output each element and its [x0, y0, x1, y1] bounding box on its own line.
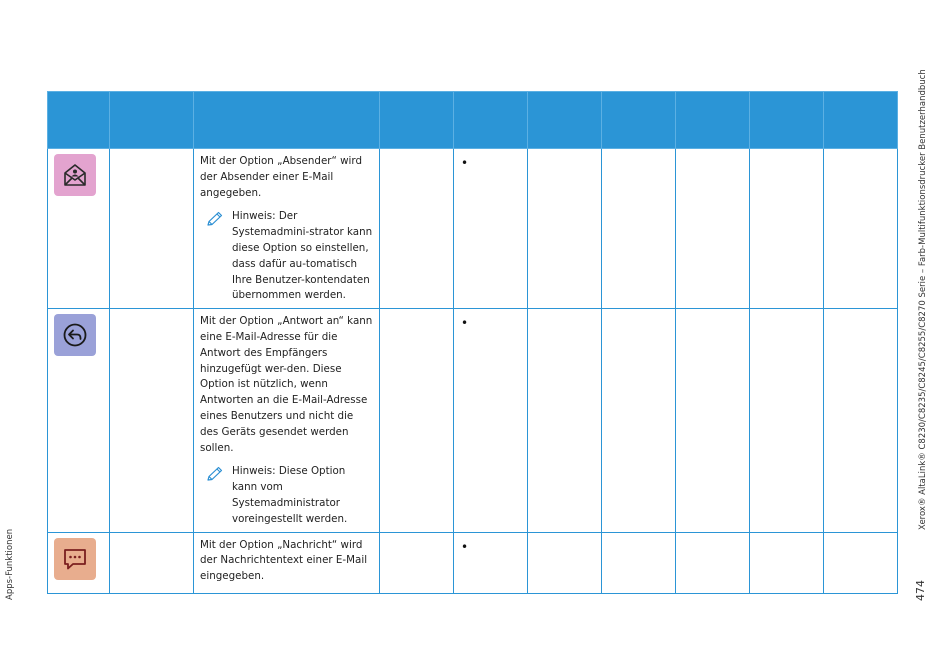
data-cell: [454, 309, 528, 532]
note-text: Hinweis: Der Systemadmini-strator kann diese Option so einstellen, dass dafür au-tomatisch Ihre Benutzer-kontendaten übernommen werden.: [232, 210, 373, 302]
page-number: 474: [914, 580, 927, 601]
table-header-row: [48, 92, 898, 149]
note: [206, 209, 373, 304]
reply-arrow-icon: [54, 314, 96, 356]
document-title: Xerox® AltaLink® C8230/C8235/C8245/C8255/C8270 Serie – Farb-Multifunktionsdrucker Benutzerhandbuch: [918, 69, 928, 530]
data-cell: [750, 532, 824, 593]
section-footer: Apps-Funktionen: [5, 528, 15, 600]
data-cell: [824, 532, 898, 593]
data-cell: [676, 149, 750, 309]
name-cell: [110, 532, 194, 593]
description-text: Mit der Option „Antwort an“ kann eine E-Mail-Adresse für die Antwort des Empfängers hinzugefügt wer-den. Diese Option ist nützlich, wenn Antworten an die E-Mail-Adresse eines Benutzers und nicht die des Geräts gesendet werden sollen.: [200, 315, 373, 454]
description-cell: [194, 532, 380, 593]
description-text: Mit der Option „Nachricht“ wird der Nachrichtentext einer E-Mail eingegeben.: [200, 538, 368, 583]
header-cell: [602, 92, 676, 149]
header-cell: [824, 92, 898, 149]
data-cell: [602, 532, 676, 593]
data-cell: [528, 309, 602, 532]
data-cell: [528, 532, 602, 593]
table-row-sender: [48, 149, 898, 309]
data-cell: [602, 149, 676, 309]
icon-cell: [48, 149, 110, 309]
header-cell: [676, 92, 750, 149]
data-cell: [380, 309, 454, 532]
data-cell: [676, 532, 750, 593]
data-cell: [454, 532, 528, 593]
data-cell: [824, 149, 898, 309]
name-cell: [110, 149, 194, 309]
header-cell: [110, 92, 194, 149]
note-text: Hinweis: Diese Option kann vom Systemadministrator voreingestellt werden.: [232, 465, 348, 525]
data-cell: [602, 309, 676, 532]
data-cell: [676, 309, 750, 532]
availability-bullet: •: [461, 539, 469, 554]
table-row-message: [48, 532, 898, 593]
data-cell: [380, 532, 454, 593]
pencil-icon: [206, 464, 232, 527]
header-cell: [48, 92, 110, 149]
icon-cell: [48, 532, 110, 593]
data-cell: [750, 149, 824, 309]
data-cell: [528, 149, 602, 309]
description-cell: [194, 309, 380, 532]
description-cell: [194, 149, 380, 309]
name-cell: [110, 309, 194, 532]
mail-sender-icon: [54, 154, 96, 196]
header-cell: [750, 92, 824, 149]
header-cell: [528, 92, 602, 149]
header-cell: [380, 92, 454, 149]
header-cell: [194, 92, 380, 149]
note: [206, 464, 373, 527]
data-cell: [750, 309, 824, 532]
pencil-icon: [206, 209, 232, 304]
feature-table: [47, 91, 898, 594]
availability-bullet: •: [461, 156, 469, 170]
data-cell: [380, 149, 454, 309]
availability-bullet: •: [461, 316, 469, 331]
message-bubble-icon: [54, 538, 96, 580]
header-cell: [454, 92, 528, 149]
data-cell: [454, 149, 528, 309]
description-text: Mit der Option „Absender“ wird der Absender einer E-Mail angegeben.: [200, 155, 362, 199]
data-cell: [824, 309, 898, 532]
table-row-reply-to: [48, 309, 898, 532]
icon-cell: [48, 309, 110, 532]
